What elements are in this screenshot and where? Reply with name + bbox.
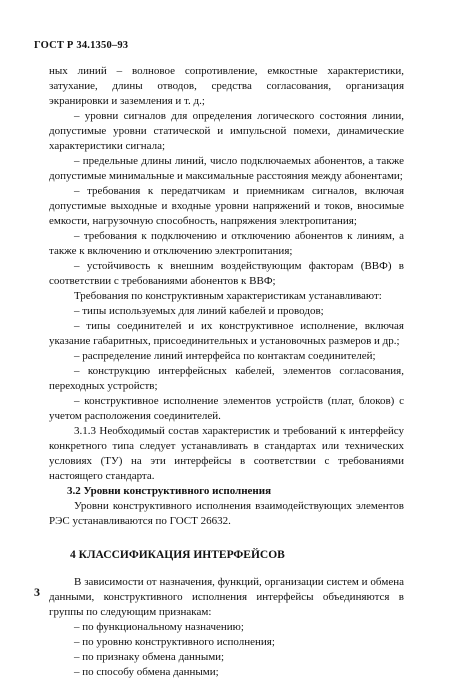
page-number: 3	[34, 585, 40, 599]
list-item-cable-design: – конструкцию интерфейсных кабелей, элементов согласования, переходных устройств;	[49, 365, 404, 392]
classification-item: – по способу обмена данными;	[74, 666, 219, 678]
list-item-cable-types: – типы используемых для линий кабелей и проводов;	[74, 305, 324, 317]
paragraph-continuation: ных линий – волновое сопротивление, емкостные характеристики, затухание, длины отводов, средства согласования, организация экранировки и заземления и т. д.;	[49, 65, 404, 107]
list-item-connection: – требования к подключению и отключению абонентов к линиям, а также к включению и отключению электропитания;	[49, 230, 404, 257]
document-body	[49, 64, 404, 680]
section-intro: В зависимости от назначения, функций, организации систем и обмена данными, конструктивного исполнения интерфейсы объединяются в группы по следующим признакам:	[49, 576, 404, 618]
list-item-element-design: – конструктивное исполнение элементов устройств (плат, блоков) с учетом расположения соединителей.	[49, 395, 404, 422]
paragraph-design-requirements: Требования по конструктивным характеристикам устанавливают:	[74, 290, 382, 302]
list-item-resistance-vvf: – устойчивость к внешним воздействующим факторам (ВВФ) в соответствии с требованиями абонентов к ВВФ;	[49, 260, 404, 287]
list-item-connector-types: – типы соединителей и их конструктивное исполнение, включая указание габаритных, присоединительных и установочных размеров и др.;	[49, 320, 404, 347]
document-header: ГОСТ Р 34.1350–93	[34, 40, 129, 51]
paragraph-3-1-3: 3.1.3 Необходимый состав характеристик и требований к интерфейсу конкретного типа следует устанавливать в стандартах или технических условиях (ТУ) на эти интерфейсы в соответствии с требованиями настоящего стандарта.	[49, 425, 404, 482]
subsection-text: Уровни конструктивного исполнения взаимодействующих элементов РЭС устанавливаются по ГОСТ 26632.	[49, 500, 404, 527]
list-item-signal-levels: – уровни сигналов для определения логического состояния линии, допустимые уровни статической и импульсной помехи, динамические характеристики сигнала;	[49, 110, 404, 152]
subsection-title: 3.2 Уровни конструктивного исполнения	[67, 485, 272, 497]
classification-item: – по признаку обмена данными;	[74, 651, 225, 663]
classification-item: – по функциональному назначению;	[74, 621, 244, 633]
list-item-pin-distribution: – распределение линий интерфейса по контактам соединителей;	[74, 350, 376, 362]
classification-item: – по уровню конструктивного исполнения;	[74, 636, 275, 648]
list-item-line-lengths: – предельные длины линий, число подключаемых абонентов, а также допустимые минимальные и максимальные расстояния между абонентами;	[49, 155, 404, 182]
section-title: 4 КЛАССИФИКАЦИЯ ИНТЕРФЕЙСОВ	[70, 549, 285, 561]
list-item-transmitters: – требования к передатчикам и приемникам сигналов, включая допустимые выходные и входные уровни напряжений и токов, вносимые емкости, нагрузочную способность, напряжения электропитания;	[49, 185, 404, 227]
